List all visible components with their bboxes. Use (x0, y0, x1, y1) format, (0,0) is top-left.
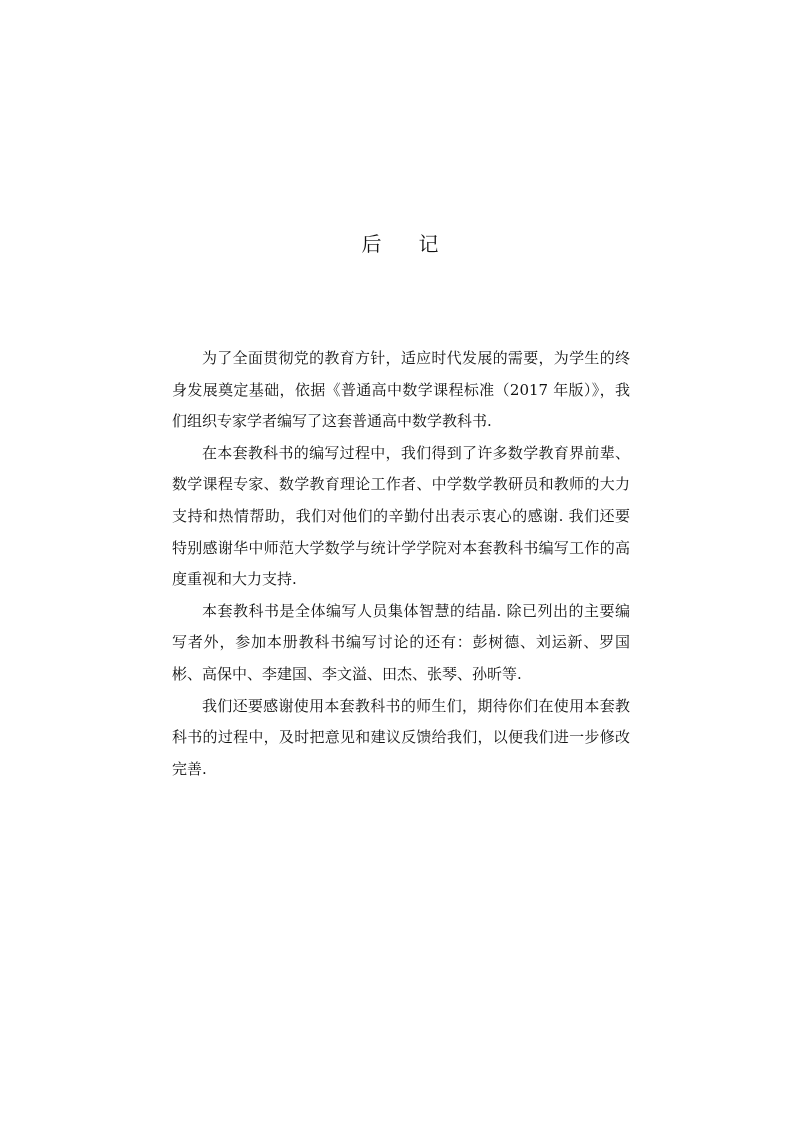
paragraph: 为了全面贯彻党的教育方针，适应时代发展的需要，为学生的终身发展奠定基础，依据《普通高中数学课程标准（2017 年版）》，我们组织专家学者编写了这套普通高中数学教科书. (172, 349, 630, 431)
page-title (0, 231, 800, 257)
body-text (172, 343, 630, 785)
paragraph: 本套教科书是全体编写人员集体智慧的结晶. 除已列出的主要编写者外，参加本册教科书编写讨论的还有：彭树德、刘运新、罗国彬、高保中、李建国、李文溢、田杰、张琴、孙昕等. (172, 601, 630, 683)
paragraph: 我们还要感谢使用本套教科书的师生们，期待你们在使用本套教科书的过程中，及时把意见和建议反馈给我们，以便我们进一步修改完善. (172, 696, 630, 778)
title-char-1: 后 (361, 232, 382, 256)
paragraph: 在本套教科书的编写过程中，我们得到了许多数学教育界前辈、数学课程专家、数学教育理论工作者、中学数学教研员和教师的大力支持和热情帮助，我们对他们的辛勤付出表示衷心的感谢. 我们还要特别感谢华中师范大学数学与统计学学院对本套教科书编写工作的高度重视和大力支持. (172, 443, 630, 589)
title-char-2: 记 (418, 232, 439, 256)
